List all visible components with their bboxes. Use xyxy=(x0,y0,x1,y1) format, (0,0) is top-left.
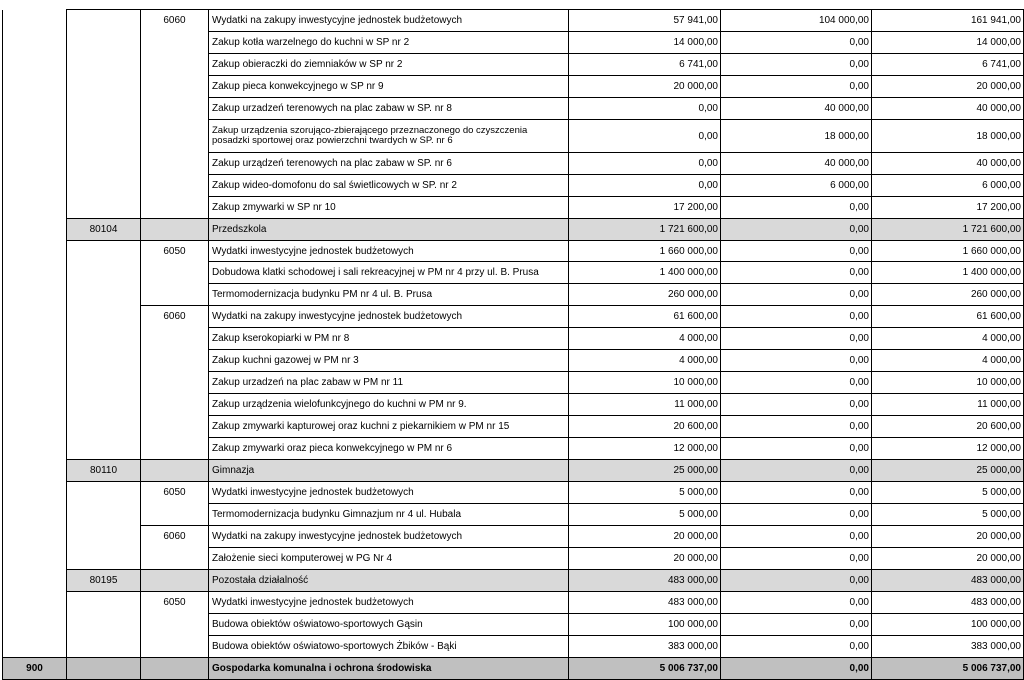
after-change-cell: 1 660 000,00 xyxy=(872,241,1024,262)
dzial-cell xyxy=(3,98,67,120)
rozdzial-cell xyxy=(67,350,141,372)
after-change-cell: 1 400 000,00 xyxy=(872,262,1024,284)
plan-cell: 5 000,00 xyxy=(569,482,721,504)
change-cell: 0,00 xyxy=(721,438,872,460)
after-change-cell: 11 000,00 xyxy=(872,394,1024,416)
change-cell: 0,00 xyxy=(721,76,872,98)
plan-cell: 5 006 737,00 xyxy=(569,658,721,680)
table-row xyxy=(3,636,1024,658)
plan-cell: 0,00 xyxy=(569,175,721,197)
plan-cell: 14 000,00 xyxy=(569,32,721,54)
table-row xyxy=(3,526,1024,548)
after-change-cell: 4 000,00 xyxy=(872,350,1024,372)
change-cell: 0,00 xyxy=(721,526,872,548)
after-change-cell: 260 000,00 xyxy=(872,284,1024,306)
change-cell: 0,00 xyxy=(721,32,872,54)
change-cell: 0,00 xyxy=(721,460,872,482)
change-cell: 0,00 xyxy=(721,328,872,350)
plan-cell: 20 600,00 xyxy=(569,416,721,438)
change-cell: 0,00 xyxy=(721,658,872,680)
dzial-cell xyxy=(3,10,67,32)
rozdzial-cell: 80110 xyxy=(67,460,141,482)
paragraf-cell: 6060 xyxy=(141,306,209,328)
description-cell: Budowa obiektów oświatowo-sportowych Żbików - Bąki xyxy=(209,636,569,658)
description-cell: Zakup urzadzeń na plac zabaw w PM nr 11 xyxy=(209,372,569,394)
rozdzial-cell xyxy=(67,241,141,262)
paragraf-cell xyxy=(141,76,209,98)
after-change-cell: 20 000,00 xyxy=(872,526,1024,548)
description-cell: Zakup zmywarki kapturowej oraz kuchni z piekarnikiem w PM nr 15 xyxy=(209,416,569,438)
plan-cell: 61 600,00 xyxy=(569,306,721,328)
paragraf-cell xyxy=(141,175,209,197)
dzial-cell xyxy=(3,548,67,570)
change-cell: 0,00 xyxy=(721,197,872,219)
table-row xyxy=(3,328,1024,350)
dzial-cell xyxy=(3,372,67,394)
rozdzial-cell xyxy=(67,98,141,120)
dzial-cell xyxy=(3,416,67,438)
rozdzial-cell xyxy=(67,120,141,153)
dzial-cell xyxy=(3,614,67,636)
paragraf-cell xyxy=(141,460,209,482)
table-row xyxy=(3,284,1024,306)
after-change-cell: 20 600,00 xyxy=(872,416,1024,438)
description-cell: Wydatki inwestycyjne jednostek budżetowych xyxy=(209,241,569,262)
paragraf-cell xyxy=(141,219,209,241)
paragraf-cell xyxy=(141,54,209,76)
dzial-cell xyxy=(3,241,67,262)
paragraf-cell: 6050 xyxy=(141,241,209,262)
dzial-cell xyxy=(3,197,67,219)
dzial-cell xyxy=(3,394,67,416)
dzial-cell xyxy=(3,219,67,241)
plan-cell: 0,00 xyxy=(569,153,721,175)
after-change-cell: 1 721 600,00 xyxy=(872,219,1024,241)
plan-cell: 20 000,00 xyxy=(569,526,721,548)
rozdzial-cell xyxy=(67,394,141,416)
dzial-cell xyxy=(3,504,67,526)
rozdzial-cell xyxy=(67,636,141,658)
after-change-cell: 40 000,00 xyxy=(872,98,1024,120)
paragraf-cell xyxy=(141,262,209,284)
plan-cell: 483 000,00 xyxy=(569,570,721,592)
change-cell: 0,00 xyxy=(721,350,872,372)
after-change-cell: 61 600,00 xyxy=(872,306,1024,328)
rozdzial-cell xyxy=(67,262,141,284)
change-cell: 0,00 xyxy=(721,548,872,570)
rozdzial-cell xyxy=(67,153,141,175)
change-cell: 0,00 xyxy=(721,504,872,526)
rozdzial-cell xyxy=(67,548,141,570)
table-row xyxy=(3,241,1024,262)
dzial-cell: 900 xyxy=(3,658,67,680)
table-row xyxy=(3,54,1024,76)
table-row xyxy=(3,306,1024,328)
table-row xyxy=(3,504,1024,526)
rozdzial-cell: 80195 xyxy=(67,570,141,592)
after-change-cell: 383 000,00 xyxy=(872,636,1024,658)
table-row xyxy=(3,438,1024,460)
plan-cell: 4 000,00 xyxy=(569,328,721,350)
table-row xyxy=(3,262,1024,284)
table-row xyxy=(3,416,1024,438)
table-row-section xyxy=(3,219,1024,241)
plan-cell: 0,00 xyxy=(569,120,721,153)
plan-cell: 4 000,00 xyxy=(569,350,721,372)
plan-cell: 483 000,00 xyxy=(569,592,721,614)
dzial-cell xyxy=(3,328,67,350)
budget-table xyxy=(2,9,1024,680)
rozdzial-cell xyxy=(67,482,141,504)
plan-cell: 1 400 000,00 xyxy=(569,262,721,284)
rozdzial-cell xyxy=(67,504,141,526)
after-change-cell: 5 000,00 xyxy=(872,504,1024,526)
paragraf-cell xyxy=(141,614,209,636)
rozdzial-cell xyxy=(67,372,141,394)
plan-cell: 260 000,00 xyxy=(569,284,721,306)
dzial-cell xyxy=(3,636,67,658)
plan-cell: 20 000,00 xyxy=(569,548,721,570)
change-cell: 0,00 xyxy=(721,54,872,76)
dzial-cell xyxy=(3,76,67,98)
change-cell: 0,00 xyxy=(721,416,872,438)
rozdzial-cell xyxy=(67,614,141,636)
rozdzial-cell xyxy=(67,592,141,614)
change-cell: 0,00 xyxy=(721,372,872,394)
description-cell: Zakup kserokopiarki w PM nr 8 xyxy=(209,328,569,350)
rozdzial-cell xyxy=(67,32,141,54)
change-cell: 0,00 xyxy=(721,394,872,416)
dzial-cell xyxy=(3,482,67,504)
after-change-cell: 14 000,00 xyxy=(872,32,1024,54)
description-cell: Termomodernizacja budynku Gimnazjum nr 4 ul. Hubala xyxy=(209,504,569,526)
table-row xyxy=(3,592,1024,614)
plan-cell: 1 721 600,00 xyxy=(569,219,721,241)
plan-cell: 0,00 xyxy=(569,98,721,120)
table-row xyxy=(3,32,1024,54)
dzial-cell xyxy=(3,306,67,328)
rozdzial-cell xyxy=(67,306,141,328)
description-cell: Gospodarka komunalna i ochrona środowiska xyxy=(209,658,569,680)
description-cell: Gimnazja xyxy=(209,460,569,482)
change-cell: 104 000,00 xyxy=(721,10,872,32)
plan-cell: 5 000,00 xyxy=(569,504,721,526)
paragraf-cell xyxy=(141,328,209,350)
rozdzial-cell xyxy=(67,438,141,460)
table-row xyxy=(3,482,1024,504)
dzial-cell xyxy=(3,460,67,482)
dzial-cell xyxy=(3,438,67,460)
paragraf-cell xyxy=(141,284,209,306)
change-cell: 0,00 xyxy=(721,306,872,328)
paragraf-cell xyxy=(141,120,209,153)
rozdzial-cell xyxy=(67,328,141,350)
dzial-cell xyxy=(3,54,67,76)
paragraf-cell xyxy=(141,350,209,372)
description-cell: Przedszkola xyxy=(209,219,569,241)
paragraf-cell xyxy=(141,32,209,54)
description-cell: Zakup pieca konwekcyjnego w SP nr 9 xyxy=(209,76,569,98)
paragraf-cell xyxy=(141,438,209,460)
paragraf-cell xyxy=(141,658,209,680)
change-cell: 0,00 xyxy=(721,614,872,636)
paragraf-cell xyxy=(141,504,209,526)
paragraf-cell xyxy=(141,372,209,394)
paragraf-cell: 6050 xyxy=(141,482,209,504)
description-cell: Zakup kotła warzelnego do kuchni w SP nr 2 xyxy=(209,32,569,54)
after-change-cell: 18 000,00 xyxy=(872,120,1024,153)
after-change-cell: 10 000,00 xyxy=(872,372,1024,394)
rozdzial-cell xyxy=(67,10,141,32)
after-change-cell: 483 000,00 xyxy=(872,570,1024,592)
after-change-cell: 40 000,00 xyxy=(872,153,1024,175)
paragraf-cell xyxy=(141,570,209,592)
table-row xyxy=(3,120,1024,153)
table-row xyxy=(3,350,1024,372)
after-change-cell: 5 006 737,00 xyxy=(872,658,1024,680)
description-cell: Budowa obiektów oświatowo-sportowych Gąsin xyxy=(209,614,569,636)
change-cell: 0,00 xyxy=(721,262,872,284)
dzial-cell xyxy=(3,153,67,175)
description-cell: Wydatki inwestycyjne jednostek budżetowych xyxy=(209,482,569,504)
paragraf-cell xyxy=(141,197,209,219)
after-change-cell: 17 200,00 xyxy=(872,197,1024,219)
description-cell: Zakup urządzenia szorująco-zbierającego przeznaczonego do czyszczenia posadzki sportowej oraz powierzchni twardych w SP. nr 6 xyxy=(209,120,569,153)
plan-cell: 6 741,00 xyxy=(569,54,721,76)
table-row-total xyxy=(3,658,1024,680)
paragraf-cell: 6060 xyxy=(141,10,209,32)
rozdzial-cell xyxy=(67,54,141,76)
table-row xyxy=(3,98,1024,120)
description-cell: Zakup zmywarki w SP nr 10 xyxy=(209,197,569,219)
change-cell: 0,00 xyxy=(721,482,872,504)
plan-cell: 57 941,00 xyxy=(569,10,721,32)
after-change-cell: 12 000,00 xyxy=(872,438,1024,460)
change-cell: 40 000,00 xyxy=(721,153,872,175)
table-row xyxy=(3,175,1024,197)
table-row-section xyxy=(3,570,1024,592)
plan-cell: 20 000,00 xyxy=(569,76,721,98)
after-change-cell: 6 000,00 xyxy=(872,175,1024,197)
plan-cell: 383 000,00 xyxy=(569,636,721,658)
change-cell: 0,00 xyxy=(721,241,872,262)
description-cell: Zakup urzadzeń terenowych na plac zabaw w SP. nr 8 xyxy=(209,98,569,120)
paragraf-cell xyxy=(141,98,209,120)
description-cell: Termomodernizacja budynku PM nr 4 ul. B. Prusa xyxy=(209,284,569,306)
plan-cell: 1 660 000,00 xyxy=(569,241,721,262)
paragraf-cell: 6050 xyxy=(141,592,209,614)
dzial-cell xyxy=(3,120,67,153)
rozdzial-cell xyxy=(67,76,141,98)
table-row xyxy=(3,153,1024,175)
after-change-cell: 20 000,00 xyxy=(872,548,1024,570)
change-cell: 40 000,00 xyxy=(721,98,872,120)
after-change-cell: 20 000,00 xyxy=(872,76,1024,98)
change-cell: 0,00 xyxy=(721,636,872,658)
after-change-cell: 100 000,00 xyxy=(872,614,1024,636)
description-cell: Zakup urządzenia wielofunkcyjnego do kuchni w PM nr 9. xyxy=(209,394,569,416)
plan-cell: 25 000,00 xyxy=(569,460,721,482)
table-row xyxy=(3,548,1024,570)
description-cell: Zakup wideo-domofonu do sal świetlicowych w SP. nr 2 xyxy=(209,175,569,197)
dzial-cell xyxy=(3,350,67,372)
change-cell: 6 000,00 xyxy=(721,175,872,197)
description-cell: Dobudowa klatki schodowej i sali rekreacyjnej w PM nr 4 przy ul. B. Prusa xyxy=(209,262,569,284)
rozdzial-cell xyxy=(67,175,141,197)
description-cell: Zakup urządzeń terenowych na plac zabaw w SP. nr 6 xyxy=(209,153,569,175)
after-change-cell: 483 000,00 xyxy=(872,592,1024,614)
after-change-cell: 25 000,00 xyxy=(872,460,1024,482)
after-change-cell: 5 000,00 xyxy=(872,482,1024,504)
after-change-cell: 4 000,00 xyxy=(872,328,1024,350)
description-cell: Założenie sieci komputerowej w PG Nr 4 xyxy=(209,548,569,570)
after-change-cell: 161 941,00 xyxy=(872,10,1024,32)
rozdzial-cell xyxy=(67,197,141,219)
description-cell: Wydatki na zakupy inwestycyjne jednostek budżetowych xyxy=(209,10,569,32)
description-cell: Zakup kuchni gazowej w PM nr 3 xyxy=(209,350,569,372)
table-row xyxy=(3,76,1024,98)
rozdzial-cell xyxy=(67,416,141,438)
description-cell: Wydatki na zakupy inwestycyjne jednostek budżetowych xyxy=(209,526,569,548)
paragraf-cell xyxy=(141,636,209,658)
dzial-cell xyxy=(3,526,67,548)
change-cell: 18 000,00 xyxy=(721,120,872,153)
paragraf-cell: 6060 xyxy=(141,526,209,548)
change-cell: 0,00 xyxy=(721,284,872,306)
rozdzial-cell xyxy=(67,284,141,306)
description-cell: Pozostała działalność xyxy=(209,570,569,592)
plan-cell: 11 000,00 xyxy=(569,394,721,416)
description-cell: Wydatki na zakupy inwestycyjne jednostek budżetowych xyxy=(209,306,569,328)
table-row-section xyxy=(3,460,1024,482)
description-cell: Zakup zmywarki oraz pieca konwekcyjnego w PM nr 6 xyxy=(209,438,569,460)
table-row xyxy=(3,10,1024,32)
dzial-cell xyxy=(3,32,67,54)
paragraf-cell xyxy=(141,548,209,570)
dzial-cell xyxy=(3,592,67,614)
change-cell: 0,00 xyxy=(721,592,872,614)
change-cell: 0,00 xyxy=(721,570,872,592)
plan-cell: 100 000,00 xyxy=(569,614,721,636)
rozdzial-cell xyxy=(67,658,141,680)
rozdzial-cell: 80104 xyxy=(67,219,141,241)
dzial-cell xyxy=(3,262,67,284)
dzial-cell xyxy=(3,175,67,197)
table-row xyxy=(3,614,1024,636)
table-row xyxy=(3,394,1024,416)
description-cell: Zakup obieraczki do ziemniaków w SP nr 2 xyxy=(209,54,569,76)
paragraf-cell xyxy=(141,394,209,416)
dzial-cell xyxy=(3,284,67,306)
plan-cell: 10 000,00 xyxy=(569,372,721,394)
plan-cell: 12 000,00 xyxy=(569,438,721,460)
plan-cell: 17 200,00 xyxy=(569,197,721,219)
table-row xyxy=(3,197,1024,219)
dzial-cell xyxy=(3,570,67,592)
paragraf-cell xyxy=(141,153,209,175)
after-change-cell: 6 741,00 xyxy=(872,54,1024,76)
paragraf-cell xyxy=(141,416,209,438)
table-row xyxy=(3,372,1024,394)
change-cell: 0,00 xyxy=(721,219,872,241)
description-cell: Wydatki inwestycyjne jednostek budżetowych xyxy=(209,592,569,614)
rozdzial-cell xyxy=(67,526,141,548)
